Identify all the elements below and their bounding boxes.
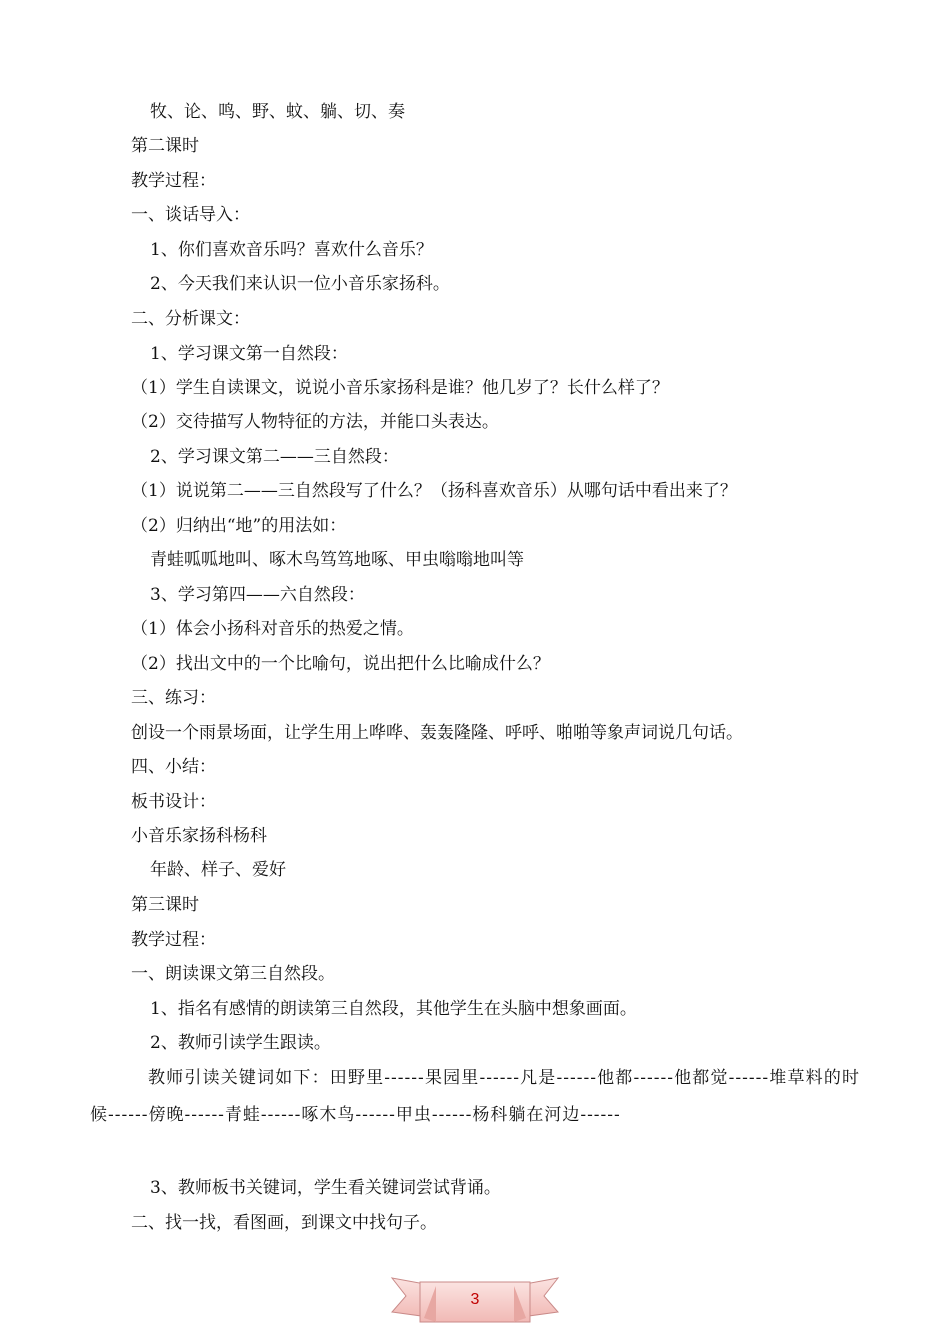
text-line: 牧、论、鸣、野、蚊、躺、切、奏 bbox=[150, 102, 405, 122]
text-line: 1、学习课文第一自然段： bbox=[150, 344, 348, 364]
section-heading: 第三课时 bbox=[131, 895, 199, 915]
text-line: 3、学习第四——六自然段： bbox=[150, 585, 365, 605]
text-line: 教学过程： bbox=[131, 171, 216, 191]
text-line: （2）交待描写人物特征的方法，并能口头表达。 bbox=[131, 412, 499, 432]
text-line: 青蛙呱呱地叫、啄木鸟笃笃地啄、甲虫嗡嗡地叫等 bbox=[150, 550, 524, 570]
text-line: （1）说说第二——三自然段写了什么？（扬科喜欢音乐）从哪句话中看出来了？ bbox=[131, 481, 737, 501]
page-number: 3 bbox=[470, 1291, 480, 1308]
text-line: 一、朗读课文第三自然段。 bbox=[131, 964, 335, 984]
text-line: 三、练习： bbox=[131, 688, 216, 708]
page-number-ribbon bbox=[390, 1272, 560, 1328]
text-line: 1、你们喜欢音乐吗？喜欢什么音乐？ bbox=[150, 240, 433, 260]
text-line: 2、教师引读学生跟读。 bbox=[150, 1033, 331, 1053]
text-line: 教学过程： bbox=[131, 930, 216, 950]
text-line: 二、找一找，看图画，到课文中找句子。 bbox=[131, 1213, 437, 1233]
text-line: 一、谈话导入： bbox=[131, 205, 250, 225]
section-heading: 第二课时 bbox=[131, 136, 199, 156]
text-line: 板书设计： bbox=[131, 792, 216, 812]
text-line: 创设一个雨景场面，让学生用上哗哗、轰轰隆隆、呼呼、啪啪等象声词说几句话。 bbox=[131, 723, 743, 743]
text-line: 年龄、样子、爱好 bbox=[150, 860, 286, 880]
text-line: 2、学习课文第二——三自然段： bbox=[150, 447, 399, 467]
text-line: 二、分析课文： bbox=[131, 309, 250, 329]
text-line: （2）找出文中的一个比喻句，说出把什么比喻成什么？ bbox=[131, 654, 550, 674]
text-line: （1）学生自读课文，说说小音乐家扬科是谁？他几岁了？长什么样了？ bbox=[131, 378, 669, 398]
text-line: 2、今天我们来认识一位小音乐家扬科。 bbox=[150, 274, 450, 294]
paragraph: 教师引读关键词如下：田野里------果园里------凡是------他都------他都觉------堆草料的时候------傍晚------青蛙------啄木鸟------甲虫------杨科躺在河边------ bbox=[90, 1068, 860, 1125]
text-line: 3、教师板书关键词，学生看关键词尝试背诵。 bbox=[150, 1178, 501, 1198]
text-line: 1、指名有感情的朗读第三自然段，其他学生在头脑中想象画面。 bbox=[150, 999, 637, 1019]
text-line: 小音乐家扬科杨科 bbox=[131, 826, 267, 846]
text-line: （2）归纳出“地”的用法如： bbox=[131, 516, 347, 536]
text-line: 四、小结： bbox=[131, 757, 216, 777]
text-line: （1）体会小扬科对音乐的热爱之情。 bbox=[131, 619, 414, 639]
